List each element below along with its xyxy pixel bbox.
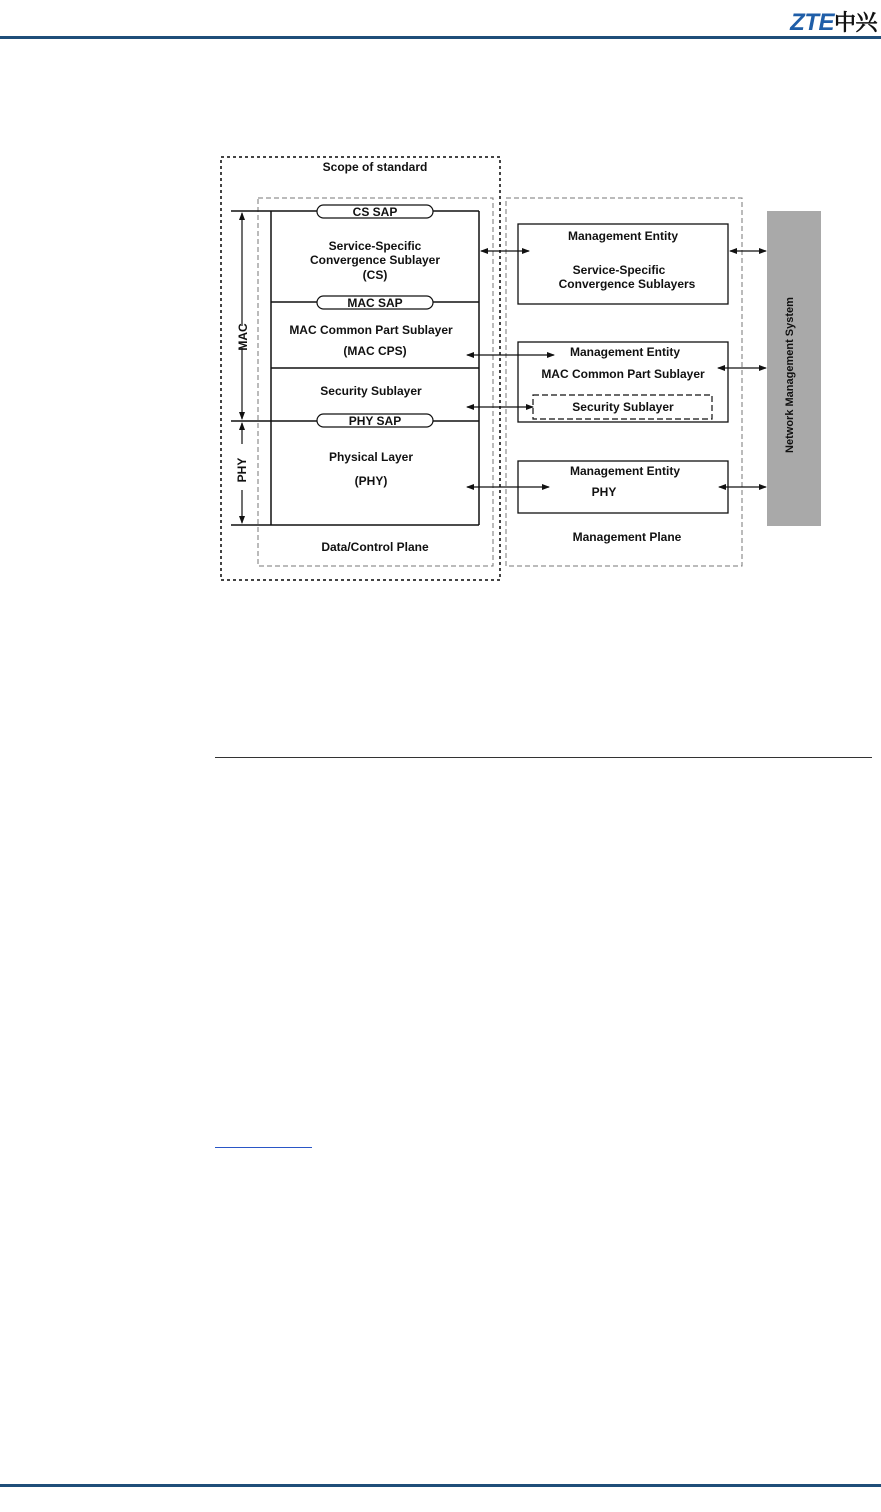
cs-sap-label: CS SAP: [352, 205, 398, 219]
nms-label: Network Management System: [784, 297, 796, 453]
hyperlink-underline[interactable]: [215, 1147, 312, 1148]
cs-title-2: Convergence Sublayer: [309, 253, 441, 267]
me-security-label: Security Sublayer: [572, 400, 674, 414]
cs-title-3: (CS): [362, 268, 388, 282]
me-cs-line2: Convergence Sublayers: [558, 277, 696, 291]
phy-bracket-label: PHY: [235, 457, 249, 483]
mac-bracket-label: MAC: [236, 323, 250, 351]
zte-logo: ZTE中兴: [790, 9, 877, 36]
phy-title-2: (PHY): [354, 474, 388, 488]
phy-sap-label: PHY SAP: [348, 414, 402, 428]
data-control-plane-label: Data/Control Plane: [321, 540, 429, 554]
footer-rule: [0, 1484, 881, 1487]
mac-sap-label: MAC SAP: [347, 296, 403, 310]
management-plane-label: Management Plane: [572, 530, 682, 544]
phy-title-1: Physical Layer: [328, 450, 414, 464]
me-cs-title: Management Entity: [567, 229, 679, 243]
security-sublayer-title: Security Sublayer: [320, 384, 422, 398]
mac-cps-title-2: (MAC CPS): [343, 344, 407, 358]
mac-cps-title-1: MAC Common Part Sublayer: [289, 323, 453, 337]
scope-title: Scope of standard: [322, 160, 428, 174]
me-cs-line1: Service-Specific: [572, 263, 666, 277]
section-divider: [215, 757, 872, 758]
me-phy-line1: PHY: [591, 485, 617, 499]
me-mac-title: Management Entity: [569, 345, 681, 359]
me-phy-title: Management Entity: [569, 464, 681, 478]
architecture-diagram: [0, 0, 881, 600]
me-mac-line1: MAC Common Part Sublayer: [541, 367, 705, 381]
cs-title-1: Service-Specific: [328, 239, 422, 253]
